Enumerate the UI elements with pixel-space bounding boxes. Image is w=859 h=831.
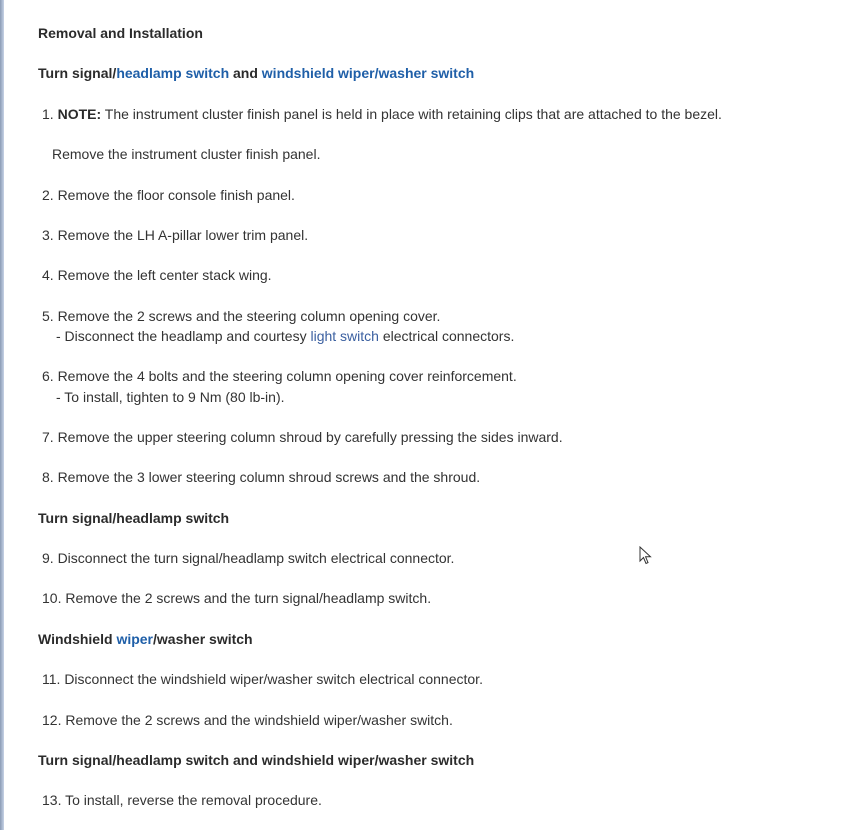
document-content bbox=[38, 23, 838, 831]
heading-text: /washer switch bbox=[153, 630, 253, 647]
step-text: 5. Remove the 2 screws and the steering column opening cover. bbox=[42, 307, 441, 324]
step-1 bbox=[38, 104, 838, 124]
heading-text: Windshield bbox=[38, 630, 117, 647]
wiper-link[interactable]: wiper bbox=[116, 630, 154, 647]
step-3: 3. Remove the LH A-pillar lower trim panel. bbox=[42, 226, 309, 243]
light-switch-link[interactable]: light switch bbox=[310, 327, 379, 344]
mouse-cursor-icon bbox=[639, 546, 653, 566]
substep-text: - Disconnect the headlamp and courtesy bbox=[56, 327, 311, 344]
step-12: 12. Remove the 2 screws and the windshield wiper/washer switch. bbox=[42, 711, 453, 728]
step-5-substep bbox=[42, 326, 838, 346]
step-7: 7. Remove the upper steering column shroud by carefully pressing the sides inward. bbox=[42, 428, 563, 445]
step-8: 8. Remove the 3 lower steering column shroud screws and the shroud. bbox=[42, 469, 481, 486]
heading-text: Turn signal/ bbox=[38, 65, 117, 82]
section-title: Removal and Installation bbox=[38, 25, 203, 41]
wiper-washer-switch-link[interactable]: windshield wiper/washer switch bbox=[261, 65, 475, 82]
step-1-action: Remove the instrument cluster finish panel. bbox=[52, 146, 321, 163]
heading-procedure bbox=[38, 63, 838, 83]
heading-wiper-switch bbox=[38, 629, 838, 649]
step-11: 11. Disconnect the windshield wiper/washer switch electrical connector. bbox=[42, 671, 483, 688]
step-6 bbox=[38, 366, 838, 406]
step-10: 10. Remove the 2 screws and the turn signal/headlamp switch. bbox=[42, 590, 432, 607]
window-edge bbox=[0, 0, 4, 830]
step-13: 13. To install, reverse the removal procedure. bbox=[42, 792, 322, 809]
heading-turn-signal-switch: Turn signal/headlamp switch bbox=[38, 509, 230, 526]
step-4: 4. Remove the left center stack wing. bbox=[42, 267, 272, 284]
headlamp-switch-link[interactable]: headlamp switch bbox=[116, 65, 230, 82]
step-9: 9. Disconnect the turn signal/headlamp switch electrical connector. bbox=[42, 550, 455, 567]
step-2: 2. Remove the floor console finish panel. bbox=[42, 186, 295, 203]
heading-text: and bbox=[229, 65, 262, 82]
step-text: The instrument cluster finish panel is held in place with retaining clips that are attached to the bezel. bbox=[104, 105, 722, 122]
step-number: 1. bbox=[42, 105, 54, 122]
step-text: 6. Remove the 4 bolts and the steering column opening cover reinforcement. bbox=[42, 368, 517, 385]
step-6-substep: - To install, tighten to 9 Nm (80 lb-in). bbox=[56, 388, 285, 405]
note-label: NOTE: bbox=[57, 105, 102, 122]
heading-installation: Turn signal/headlamp switch and windshield wiper/washer switch bbox=[38, 752, 475, 769]
step-5 bbox=[38, 306, 838, 346]
substep-text: electrical connectors. bbox=[378, 327, 515, 344]
